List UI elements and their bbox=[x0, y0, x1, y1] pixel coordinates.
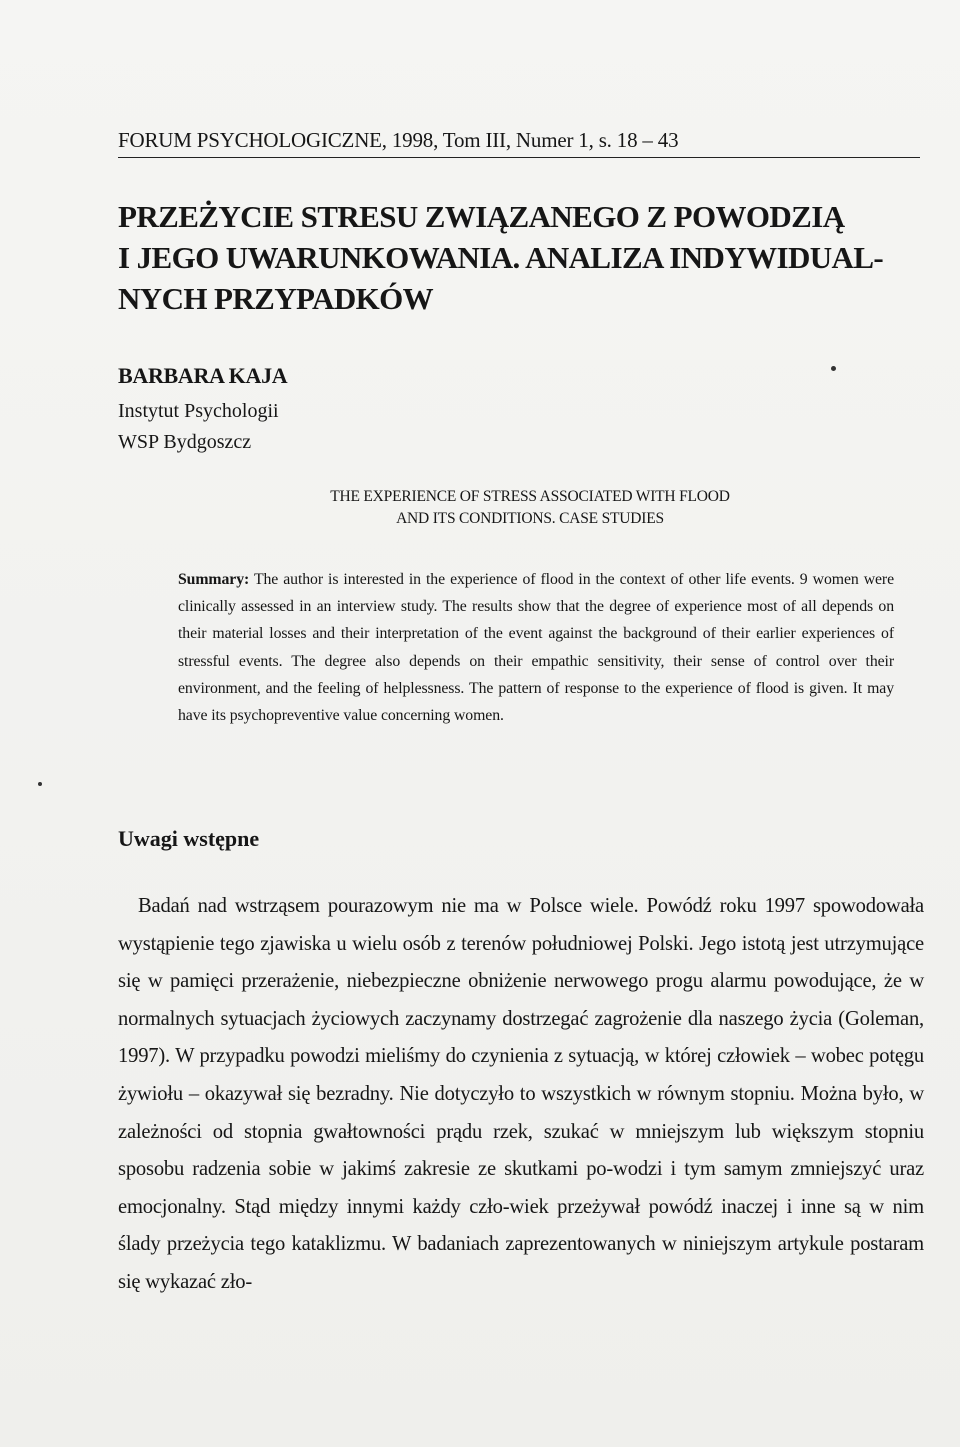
affiliation-university: WSP Bydgoszcz bbox=[118, 431, 252, 453]
english-title bbox=[200, 486, 860, 530]
journal-citation: FORUM PSYCHOLOGICZNE, 1998, Tom III, Numer 1, s. 18 – 43 bbox=[118, 128, 920, 158]
article-title-line-1: PRZEŻYCIE STRESU ZWIĄZANEGO Z POWODZIĄ bbox=[118, 199, 845, 234]
article-title-line-2: I JEGO UWARUNKOWANIA. ANALIZA INDYWIDUAL- bbox=[118, 240, 884, 275]
summary-text: The author is interested in the experience of flood in the context of other life events. 9 women were clinically assessed in an interview study. The results show that the degree of experience most of all depends on their material losses and their interpretation of the event against the background of their earlier experiences of stressful events. The degree also depends on their empathic sensitivity, their sense of control over their environment, and the feeling of helplessness. The pattern of response to the experience of flood is given. It may have its psychopreventive value concerning women. bbox=[178, 571, 894, 725]
abstract-summary bbox=[178, 566, 894, 729]
affiliation-institute: Instytut Psychologii bbox=[118, 400, 279, 422]
body-paragraph: Badań nad wstrząsem pourazowym nie ma w Polsce wiele. Powódź roku 1997 spowodowała wystąpienie tego zjawiska u wielu osób z terenów południowej Polski. Jego istotą jest utrzymujące się w pamięci przerażenie, niebezpieczne obniżenie nerwowego progu alarmu powodujące, że w normalnych sytuacjach życiowych zaczynamy dostrzegać zagrożenie dla naszego życia (Goleman, 1997). W przypadku powodzi mieliśmy do czynienia z sytuacją, w której człowiek – wobec potęgu żywiołu – okazywał się bezradny. Nie dotyczyło to wszystkich w równym stopniu. Można było, w zależności od stopnia gwałtowności prądu rzek, szukać w mniejszym lub większym stopniu sposobu radzenia sobie w jakimś zakresie ze skutkami po-wodzi i tym samym zmniejszyć uraz emocjonalny. Stąd między innymi każdy czło-wiek przeżywał powódź inaczej i inne są w nim ślady przeżycia tego kataklizmu. W badaniach zaprezentowanych w niniejszym artykule postaram się wykazać zło- bbox=[118, 895, 924, 1293]
english-title-line-2: AND ITS CONDITIONS. CASE STUDIES bbox=[396, 510, 664, 527]
author-affiliation bbox=[118, 396, 279, 458]
english-title-line-1: THE EXPERIENCE OF STRESS ASSOCIATED WITH FLOOD bbox=[330, 488, 730, 505]
section-heading: Uwagi wstępne bbox=[118, 826, 260, 851]
scan-speck-dot bbox=[831, 366, 836, 371]
article-title bbox=[118, 196, 918, 319]
author-name: BARBARA KAJA bbox=[118, 363, 288, 388]
article-title-line-3: NYCH PRZYPADKÓW bbox=[118, 281, 434, 316]
summary-label: Summary: bbox=[178, 571, 250, 588]
scan-speck-dot bbox=[38, 782, 42, 786]
